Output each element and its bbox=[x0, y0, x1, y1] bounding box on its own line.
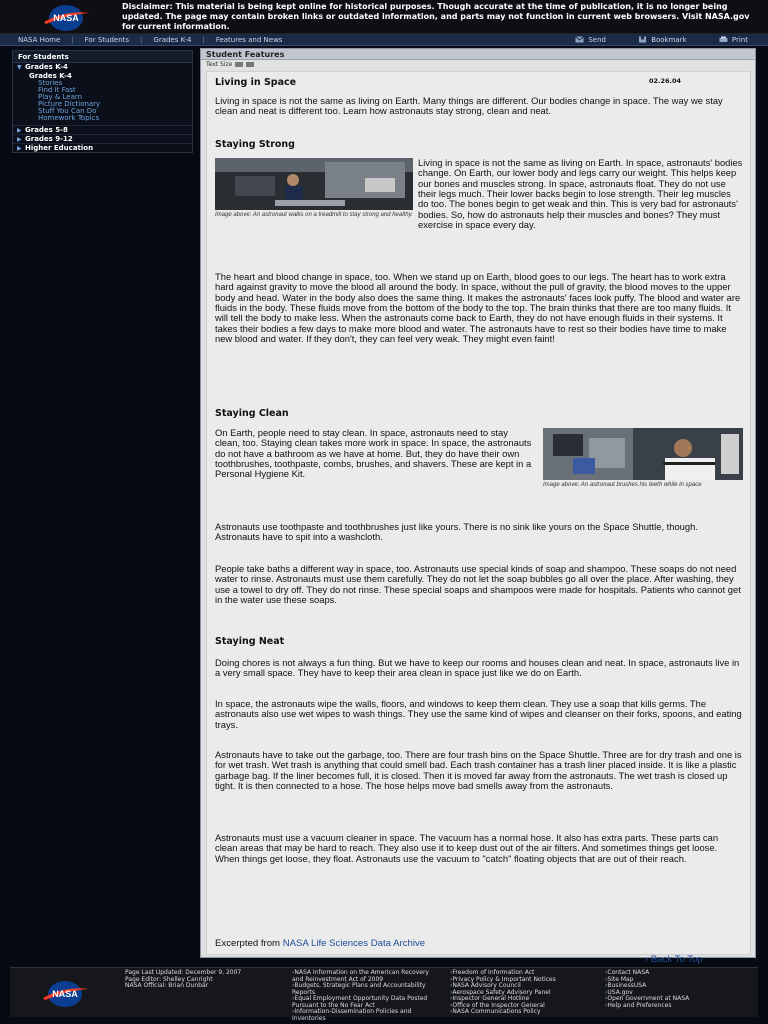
send-label: Send bbox=[588, 36, 606, 44]
main-panel bbox=[200, 48, 756, 965]
triangle-down-icon: ▼ bbox=[17, 64, 22, 71]
footer-link-comm-policy[interactable]: › NASA Communications Policy bbox=[450, 1009, 600, 1016]
sidebar-item-stories[interactable]: Stories bbox=[38, 79, 63, 87]
sidebar-item-find-it-fast[interactable]: Find It Fast bbox=[38, 86, 76, 94]
text-size-control bbox=[201, 60, 755, 70]
heading-staying-strong: Staying Strong bbox=[215, 139, 295, 150]
nasa-footer-logo-text: NASA bbox=[52, 989, 78, 999]
print-label: Print bbox=[731, 36, 748, 44]
sidebar-higher-education[interactable] bbox=[13, 143, 192, 152]
figure-treadmill bbox=[215, 158, 413, 219]
nav-nasa-home[interactable]: NASA Home bbox=[18, 36, 61, 44]
sidebar-grade-k4[interactable] bbox=[13, 63, 192, 72]
bookmark-label: Bookmark bbox=[651, 36, 687, 44]
sidebar-grade-label: Grades 9-12 bbox=[25, 135, 73, 143]
section-neat-paragraph-1: Doing chores is not always a fun thing. But we have to keep our rooms and houses clean and neat. In space, astronauts live in a very small space. They have to keep their area clean in space just like we do on Earth. bbox=[215, 657, 740, 679]
page-title: Living in Space bbox=[215, 77, 297, 88]
figure-toothbrush-caption: Image above: An astronaut brushes his teeth while in space bbox=[543, 482, 702, 489]
section-strong-block bbox=[215, 158, 743, 230]
life-sciences-archive-link[interactable]: NASA Life Sciences Data Archive bbox=[282, 938, 426, 949]
nasa-logo-text: NASA bbox=[53, 13, 79, 23]
astronaut-brushing-teeth-image bbox=[543, 428, 743, 480]
sidebar-item-picture-dictionary[interactable]: Picture Dictionary bbox=[38, 100, 101, 108]
sidebar-item-stuff-you-can-do[interactable]: Stuff You Can Do bbox=[38, 107, 97, 115]
footer-link-recovery-act[interactable]: › NASA Information on the American Recovery and Reinvestment Act of 2009 bbox=[292, 970, 442, 983]
excerpt-line bbox=[215, 938, 425, 949]
footer-link-ig-hotline[interactable]: › Inspector General Hotline bbox=[450, 996, 600, 1003]
nav-separator: | bbox=[202, 36, 205, 44]
text-size-increase-button[interactable] bbox=[246, 62, 254, 67]
sidebar-grade-9-12[interactable] bbox=[13, 134, 192, 143]
section-strong-paragraph-1: Living in space is not the same as living on Earth. In space, astronauts' bodies change. On Earth, our lower body and legs carry our weight. This helps keep our bones and muscles strong. In space, astronauts float. They do not use their legs much. Their lower backs begin to lose strength. Their leg muscles do too. The bones begin to get weak and thin. This is very bad for astronauts' bodies. So, how do astronauts help their muscles and bones? They must exercise in space every day. bbox=[418, 157, 743, 231]
section-clean-paragraph-3: People take baths a different way in space, too. Astronauts use special kinds of soap and shampoo. These soaps do not need water to rinse. Astronauts must use them carefully. They do not let the soap bubbles go all over the place. After washing, they use a towel to dry off. They do not rinse. These special soaps and shampoos were made for hospitals. Patients who cannot get in the water use these soaps. bbox=[215, 563, 741, 606]
footer-last-updated: Page Last Updated: December 9, 2007 bbox=[125, 969, 242, 976]
footer-link-foia[interactable]: › Freedom of Information Act bbox=[450, 970, 600, 977]
footer-meta bbox=[125, 970, 290, 990]
figure-treadmill-caption: Image above: An astronaut walks on a treadmill to stay strong and healthy. bbox=[215, 212, 413, 219]
footer-col-2 bbox=[450, 970, 600, 1016]
footer-link-oig[interactable]: › Office of the Inspector General bbox=[450, 1003, 600, 1010]
footer-link-open-gov[interactable]: › Open Government at NASA bbox=[605, 996, 755, 1003]
sidebar bbox=[12, 50, 193, 153]
triangle-right-icon: ▶ bbox=[17, 145, 22, 152]
footer-link-usagov[interactable]: › USA.gov bbox=[605, 990, 755, 997]
nasa-logo-icon[interactable] bbox=[36, 4, 96, 32]
footer-link-safety-panel[interactable]: › Aerospace Safety Advisory Panel bbox=[450, 990, 600, 997]
send-icon bbox=[575, 36, 584, 43]
section-clean-block bbox=[215, 428, 743, 491]
sidebar-grade-5-8[interactable] bbox=[13, 125, 192, 134]
sidebar-sub-k4[interactable]: Grades K-4 bbox=[29, 72, 72, 80]
bookmark-button[interactable] bbox=[638, 36, 686, 44]
triangle-right-icon: ▶ bbox=[17, 136, 22, 143]
footer-link-budgets[interactable]: › Budgets, Strategic Plans and Accountability Reports bbox=[292, 983, 442, 996]
disclaimer-text: Disclaimer: This material is being kept online for historical purposes. Though accurate at the time of publication, it is no longer being updated. The page may contain broken links or outdated information, and parts may not function in current web browsers. Visit NASA.gov for current information. bbox=[122, 2, 750, 31]
sidebar-item-play-learn[interactable]: Play & Learn bbox=[38, 93, 83, 101]
top-nav bbox=[0, 34, 768, 46]
send-button[interactable] bbox=[575, 36, 606, 44]
nasa-footer-logo-icon[interactable] bbox=[35, 980, 95, 1008]
footer-link-businessusa[interactable]: › BusinessUSA bbox=[605, 983, 755, 990]
footer-col-1 bbox=[292, 970, 442, 1022]
sidebar-grade-label: Grades 5-8 bbox=[25, 126, 68, 134]
bookmark-icon bbox=[638, 36, 647, 43]
sidebar-title: For Students bbox=[13, 51, 192, 63]
footer-link-help[interactable]: › Help and Preferences bbox=[605, 1003, 755, 1010]
footer-col-3 bbox=[605, 970, 755, 1009]
heading-staying-clean: Staying Clean bbox=[215, 408, 289, 419]
article bbox=[206, 71, 751, 965]
sidebar-item-homework-topics[interactable]: Homework Topics bbox=[38, 114, 100, 122]
publish-date: 02.26.04 bbox=[649, 77, 682, 85]
astronaut-treadmill-image bbox=[215, 158, 413, 210]
triangle-right-icon: ▶ bbox=[17, 127, 22, 134]
section-clean-paragraph-1: On Earth, people need to stay clean. In space, astronauts need to stay clean, too. Staying clean takes more work in space. In space, the astronauts do not have a bathroom as we have at home. But, they do have their own toothbrushes, toothpaste, combs, brushes, and shavers. These are kept in a Personal Hygiene Kit. bbox=[215, 427, 532, 480]
text-size-decrease-button[interactable] bbox=[235, 62, 243, 67]
text-size-label: Text Size bbox=[206, 61, 233, 68]
figure-toothbrush bbox=[543, 428, 743, 489]
footer-link-advisory-council[interactable]: › NASA Advisory Council bbox=[450, 983, 600, 990]
back-to-top-link[interactable]: › Back To Top bbox=[645, 954, 703, 965]
nav-features-news[interactable]: Features and News bbox=[215, 36, 283, 44]
footer-nasa-official: NASA Official: Brian Dunbar bbox=[125, 982, 209, 989]
footer-link-site-map[interactable]: › Site Map bbox=[605, 977, 755, 984]
footer-link-contact[interactable]: › Contact NASA bbox=[605, 970, 755, 977]
section-neat-paragraph-3: Astronauts have to take out the garbage, too. There are four trash bins on the Space Shuttle. Three are for dry trash and one is for wet trash. Wet trash is anything that could smell bad. Each trash container has a trash liner placed inside. It is like a plastic garbage bag. If the liner becomes full, it is closed. Then it is moved far away from the astronauts. The wet trash is closed up tight. It is then connected to a hose. The hose helps move bad smells away from the astronauts. bbox=[215, 749, 742, 792]
section-neat-paragraph-2: In space, the astronauts wipe the walls, floors, and windows to keep them clean. They use a soap that kills germs. The astronauts also use wet wipes to wash things. They use the same kind of wipes and cleanser on their forks, spoons, and eating trays. bbox=[215, 698, 742, 730]
heading-staying-neat: Staying Neat bbox=[215, 636, 285, 647]
student-features-tab: Student Features bbox=[201, 49, 755, 60]
footer-link-eeo-data[interactable]: › Equal Employment Opportunity Data Posted Pursuant to the No Fear Act bbox=[292, 996, 442, 1009]
nav-for-students[interactable]: For Students bbox=[84, 36, 130, 44]
section-clean-paragraph-2: Astronauts use toothpaste and toothbrushes just like yours. There is no sink like yours on the Space Shuttle, though. Astronauts have to spit into a washcloth. bbox=[215, 521, 698, 543]
nav-separator: | bbox=[140, 36, 143, 44]
section-strong-paragraph-2: The heart and blood change in space, too. When we stand up on Earth, blood goes to our legs. The heart has to work extra hard against gravity to move the blood all around the body. In space, without the pull of gravity, the blood moves to the upper body and head. Water in the body also does the same thing. It makes the astronauts' faces look puffy. The blood and water are fluids in the body. These fluids move from the bottom of the body to the top. The brain thinks that there are too many fluids. It will tell the body to make less. When the astronauts come back to Earth, they do not have enough fluids in their systems. It takes their bodies a few days to make more blood and water. The astronauts have to rest so their bodies have time to make new blood and water. If they don't, they can feel very weak. They might even faint! bbox=[215, 271, 741, 345]
intro-paragraph: Living in space is not the same as living on Earth. Many things are different. Our bodies change in space. The way we stay clean and neat is different too. Learn how astronauts stay strong, clean and neat. bbox=[215, 95, 723, 117]
footer-page-editor: Page Editor: Shelley Canright bbox=[125, 975, 213, 983]
site-header bbox=[0, 0, 768, 34]
print-icon bbox=[719, 36, 728, 43]
excerpt-prefix: Excerpted from bbox=[215, 938, 281, 949]
print-button[interactable] bbox=[719, 36, 748, 44]
footer-link-privacy[interactable]: › Privacy Policy & Important Notices bbox=[450, 977, 600, 984]
nav-grades-k4[interactable]: Grades K-4 bbox=[153, 36, 192, 44]
nav-separator: | bbox=[71, 36, 74, 44]
footer-link-info-dissemination[interactable]: › Information-Dissemination Policies and Inventories bbox=[292, 1009, 442, 1022]
sidebar-grade-label: Grades K-4 bbox=[25, 63, 68, 71]
sidebar-grade-label: Higher Education bbox=[25, 144, 94, 152]
site-footer bbox=[10, 967, 758, 1022]
section-neat-paragraph-4: Astronauts must use a vacuum cleaner in space. The vacuum has a normal hose. It also has extra parts. These parts can clean areas that may be hard to reach. They also use it to keep dust out of the air filters. And sometimes things get loose. When things get loose, they float. Astronauts use the vacuum to "catch" floating objects that are out of their reach. bbox=[215, 832, 719, 864]
